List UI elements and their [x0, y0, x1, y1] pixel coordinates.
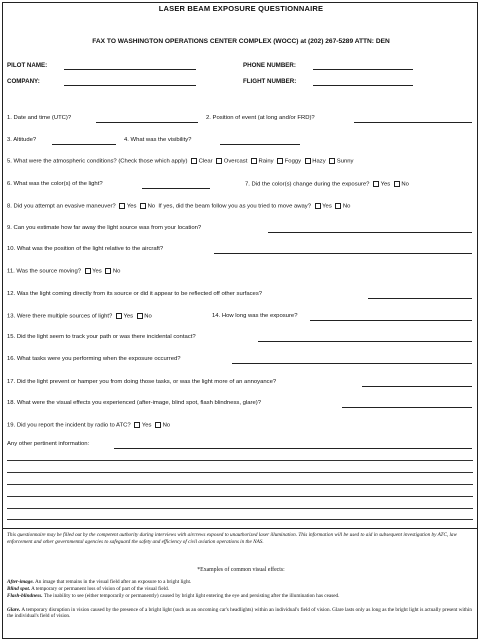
question-8-text: 8. Did you attempt an evasive maneuver?: [7, 203, 116, 210]
visual-effects-field[interactable]: [342, 407, 472, 408]
visibility-field[interactable]: [220, 144, 300, 145]
flash-blindness-definition: [7, 593, 473, 599]
other-info-line-1[interactable]: [114, 448, 472, 449]
question-2: 2. Position of event (at long and/or FRD)?: [206, 115, 315, 121]
beam-follow-yes-label: Yes: [322, 203, 332, 210]
sunny-label: Sunny: [336, 158, 354, 165]
tasks-field[interactable]: [232, 363, 472, 364]
form-title: LASER BEAM EXPOSURE QUESTIONNAIRE: [158, 4, 324, 13]
company-label: COMPANY:: [7, 78, 40, 85]
atc-report-no-label: No: [162, 422, 171, 429]
atc-report-yes-label: Yes: [141, 422, 152, 429]
hamper-field[interactable]: [362, 386, 472, 387]
question-6: 6. What was the color(s) of the light?: [7, 181, 103, 187]
other-info-line-5[interactable]: [7, 496, 473, 497]
evasive-yes-checkbox[interactable]: [119, 203, 125, 209]
reflection-field[interactable]: [368, 298, 472, 299]
question-8: [7, 203, 350, 210]
question-14: 14. How long was the exposure?: [212, 313, 298, 319]
track-path-field[interactable]: [258, 341, 472, 342]
question-19-text: 19. Did you report the incident by radio to ATC?: [7, 422, 131, 429]
atc-report-yes-checkbox[interactable]: [134, 422, 140, 428]
question-10: 10. What was the position of the light relative to the aircraft?: [7, 246, 164, 252]
phone-number-label: PHONE NUMBER:: [243, 62, 296, 69]
rainy-checkbox[interactable]: [251, 158, 257, 164]
date-time-field[interactable]: [96, 122, 198, 123]
moving-yes-label: Yes: [92, 268, 102, 275]
evasive-no-checkbox[interactable]: [140, 203, 146, 209]
glare-definition: [7, 607, 473, 620]
color-change-yes-checkbox[interactable]: [373, 181, 379, 187]
clear-label: Clear: [198, 158, 213, 165]
question-5: [7, 158, 353, 165]
question-8b-text: If yes, did the beam follow you as you tried to move away?: [158, 203, 312, 210]
question-12: 12. Was the light coming directly from its source or did it appear to be reflected off other surfaces?: [7, 291, 263, 297]
other-info-label: Any other pertinent information:: [7, 441, 90, 447]
section-divider: [2, 528, 478, 529]
distance-field[interactable]: [268, 232, 472, 233]
after-image-definition: [7, 579, 473, 585]
question-13: [7, 313, 152, 320]
beam-follow-yes-checkbox[interactable]: [315, 203, 321, 209]
flash-blindness-term: Flash-blindness.: [7, 593, 43, 599]
light-position-field[interactable]: [214, 253, 472, 254]
position-field[interactable]: [354, 122, 472, 123]
clear-checkbox[interactable]: [191, 158, 197, 164]
glare-text: A temporary disruption in vision caused by the presence of a bright light (such as an oncoming car's headlights) within an individual's field of vision. Glare lasts only as long as the bright light is actually present within the individual's field of vision.: [7, 607, 472, 620]
flight-number-label: FLIGHT NUMBER:: [243, 78, 297, 85]
altitude-field[interactable]: [52, 144, 116, 145]
other-info-line-2[interactable]: [7, 460, 473, 461]
multiple-yes-checkbox[interactable]: [116, 313, 122, 319]
disclaimer-text: This questionnaire may be filled out by the competent authority during interviews with aircrews exposed to unauthorized laser illumination. This information will be used to aid in subsequent investigation by ATC, law enforcement and other governmental agencies to safeguard the safety and efficiency of civil aviation operations in the NAS.: [7, 532, 457, 545]
multiple-no-checkbox[interactable]: [137, 313, 143, 319]
question-9: 9. Can you estimate how far away the light source was from your location?: [7, 225, 202, 231]
pilot-name-label: PILOT NAME:: [7, 62, 48, 69]
flash-blindness-text: The inability to see (either temporarily or permanently) caused by bright light entering the eye and persisting after the illumination has ceased.: [43, 593, 340, 599]
color-change-no-checkbox[interactable]: [394, 181, 400, 187]
other-info-line-6[interactable]: [7, 508, 473, 509]
hazy-label: Hazy: [312, 158, 326, 165]
beam-follow-no-checkbox[interactable]: [335, 203, 341, 209]
question-7: [245, 181, 409, 188]
other-info-line-4[interactable]: [7, 484, 473, 485]
moving-no-checkbox[interactable]: [105, 268, 111, 274]
question-16: 16. What tasks were you performing when the exposure occurred?: [7, 356, 181, 362]
rainy-label: Rainy: [258, 158, 274, 165]
glare-term: Glare.: [7, 607, 21, 613]
evasive-no-label: No: [147, 203, 156, 210]
fax-instruction: FAX TO WASHINGTON OPERATIONS CENTER COMPLEX (WOCC) at (202) 267-5289 ATTN: DEN: [92, 38, 390, 45]
blind-spot-text: A temporary or permanent loss of vision of part of the visual field.: [31, 586, 169, 592]
light-color-field[interactable]: [142, 188, 210, 189]
foggy-checkbox[interactable]: [277, 158, 283, 164]
examples-heading: *Examples of common visual effects:: [197, 567, 285, 573]
question-1: 1. Date and time (UTC)?: [7, 115, 72, 121]
foggy-label: Foggy: [284, 158, 302, 165]
question-11: [7, 268, 120, 275]
color-change-yes-label: Yes: [380, 181, 391, 188]
question-18: 18. What were the visual effects you experienced (after-image, blind spot, flash blindness, glare)?: [7, 400, 261, 406]
after-image-term: After-image.: [7, 579, 34, 585]
overcast-checkbox[interactable]: [216, 158, 222, 164]
question-11-text: 11. Was the source moving?: [7, 268, 81, 275]
atc-report-no-checkbox[interactable]: [155, 422, 161, 428]
pilot-name-field[interactable]: [64, 69, 196, 70]
exposure-duration-field[interactable]: [310, 320, 472, 321]
hazy-checkbox[interactable]: [305, 158, 311, 164]
after-image-text: An image that remains in the visual field after an exposure to a bright light.: [34, 579, 192, 585]
question-7-text: 7. Did the color(s) change during the exposure?: [245, 181, 370, 188]
moving-yes-checkbox[interactable]: [85, 268, 91, 274]
multiple-no-label: No: [144, 313, 152, 320]
question-15: 15. Did the light seem to track your path or was there incidental contact?: [7, 334, 196, 340]
question-17: 17. Did the light prevent or hamper you from doing those tasks, or was the light more of an annoyance?: [7, 379, 277, 385]
sunny-checkbox[interactable]: [329, 158, 335, 164]
evasive-yes-label: Yes: [126, 203, 137, 210]
moving-no-label: No: [112, 268, 121, 275]
beam-follow-no-label: No: [342, 203, 351, 210]
question-5-text: 5. What were the atmospheric conditions? (Check those which apply): [7, 158, 188, 165]
multiple-yes-label: Yes: [123, 313, 134, 320]
other-info-line-7[interactable]: [7, 519, 473, 520]
blind-spot-definition: [7, 586, 473, 592]
blind-spot-term: Blind spot.: [7, 586, 31, 592]
color-change-no-label: No: [401, 181, 409, 188]
phone-number-field[interactable]: [313, 69, 413, 70]
company-field[interactable]: [64, 85, 196, 86]
question-13-text: 13. Were there multiple sources of light?: [7, 313, 113, 320]
question-19: [7, 422, 170, 429]
other-info-line-3[interactable]: [7, 472, 473, 473]
question-3: 3. Altitude?: [7, 137, 37, 143]
flight-number-field[interactable]: [313, 85, 413, 86]
question-4: 4. What was the visibility?: [124, 137, 192, 143]
overcast-label: Overcast: [223, 158, 248, 165]
